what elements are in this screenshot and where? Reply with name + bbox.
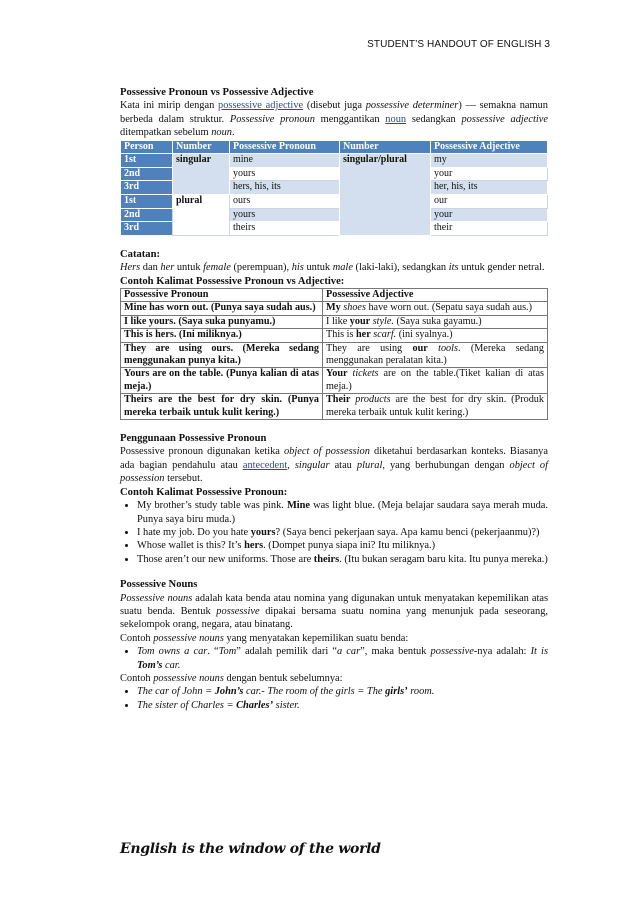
note-paragraph: Hers dan her untuk female (perempuan), his untuk male (laki-laki), sedangkan its untuk gender netral. <box>120 262 545 274</box>
nouns-paragraph: Possessive nouns adalah kata benda atau nomina yang digunakan untuk menyatakan kepemilikan atas suatu benda. Bentuk possessive dipakai bersama suatu nomina yang menunjuk pada seseorang, sekelompok orang, negara, atau binatang. <box>120 592 548 631</box>
table-row: 3rd hers, his, its her, his, its <box>121 181 548 195</box>
link-noun[interactable]: noun <box>385 113 407 125</box>
examples-table <box>120 288 548 420</box>
nouns-example-intro-2: Contoh possessive nouns dengan bentuk sebelumnya: <box>120 672 343 684</box>
col-number: Number <box>173 140 230 154</box>
pronoun-table <box>120 140 548 236</box>
col-number-2: Number <box>340 140 431 154</box>
list-item: • The car of John = John’s car.- The room of the girls = The girls’ room. <box>137 685 548 698</box>
usage-examples-title: Contoh Kalimat Possessive Pronoun: <box>120 486 288 498</box>
link-possessive-adjective[interactable]: possessive adjective <box>218 100 304 112</box>
table-row: 2nd yours your <box>121 167 548 181</box>
section-title: Possessive Pronoun vs Possessive Adjective <box>120 87 314 98</box>
intro-paragraph: Kata ini mirip dengan possessive adjective (disebut juga possessive determiner) — semakna namun berbeda dalam struktur. Possessive pronoun menggantikan noun sedangkan possessive adjective ditempatkan sebelum noun. <box>120 100 548 139</box>
examples-title: Contoh Kalimat Possessive Pronoun vs Adjective: <box>120 275 345 287</box>
nouns-example-intro: Contoh possessive nouns yang menyatakan kepemilikan suatu benda: <box>120 632 409 644</box>
list-item: • The sister of Charles = Charles’ sister. <box>137 699 548 712</box>
page-footer: English is the window of the world <box>120 841 381 857</box>
table-row: This is hers. (Ini miliknya.) This is her scarf. (ini syalnya.) <box>121 329 548 342</box>
col-person: Person <box>121 140 173 154</box>
table-row: 3rd theirs their <box>121 222 548 236</box>
col-possessive-pronoun: Possessive Pronoun <box>230 140 340 154</box>
link-antecedent[interactable]: antecedent <box>242 459 288 471</box>
note-title: Catatan: <box>120 248 161 260</box>
list-item: • Those aren’t our new uniforms. Those are theirs. (Itu bukan seragam baru kita. Itu punya mereka.) <box>137 553 548 566</box>
list-item: • Whose wallet is this? It’s hers. (Dompet punya siapa ini? Itu miliknya.) <box>137 539 548 552</box>
col-possessive-adjective: Possessive Adjective <box>431 140 548 154</box>
usage-examples-list <box>120 499 548 566</box>
usage-paragraph: Possessive pronoun digunakan ketika object of possession diketahui berdasarkan konteks. Biasanya ada bagian pendahulu atau antecedent, singular atau plural, yang berhubungan dengan object of possession tersebut. <box>120 446 548 485</box>
table-row: Yours are on the table. (Punya kalian di atas meja.) Your tickets are on the table.(Tiket kalian di atas meja.) <box>121 368 548 394</box>
table-row: 2nd yours your <box>121 208 548 222</box>
document-body <box>120 86 548 712</box>
nouns-list-1 <box>120 645 548 672</box>
nouns-list-2 <box>120 685 548 712</box>
table-row: Theirs are the best for dry skin. (Punya mereka terbaik untuk kulit kering.) Their products are the best for dry skin. (Produk mereka terbaik untuk kulit kering.) <box>121 394 548 420</box>
list-item: • Tom owns a car. “Tom” adalah pemilik dari “a car”, maka bentuk possessive-nya adalah: It is Tom’s car. <box>137 645 548 672</box>
examples-header-row: Possessive Pronoun Possessive Adjective <box>121 289 548 302</box>
table-row: 1st plural ours our <box>121 195 548 209</box>
nouns-title: Possessive Nouns <box>120 579 198 591</box>
usage-title: Penggunaan Possessive Pronoun <box>120 433 267 445</box>
table-row: Mine has worn out. (Punya saya sudah aus.) My shoes have worn out. (Sepatu saya sudah aus.) <box>121 302 548 315</box>
list-item: • I hate my job. Do you hate yours? (Saya benci pekerjaan saya. Apa kamu benci (pekerjaanmu)?) <box>137 526 548 539</box>
list-item: • My brother’s study table was pink. Mine was light blue. (Meja belajar saudara saya merah muda. Punya saya biru muda.) <box>137 499 548 526</box>
table-row: I like yours. (Saya suka punyamu.) I like your style. (Saya suka gayamu.) <box>121 315 548 328</box>
page-header: STUDENT’S HANDOUT OF ENGLISH 3 <box>367 39 550 50</box>
table-header-row <box>121 140 548 154</box>
table-row: They are using ours. (Mereka sedang menggunakan punya kita.) They are using our tools. (Mereka sedang menggunakan peralatan kita.) <box>121 342 548 368</box>
table-row: 1st singular mine singular/plural my <box>121 154 548 168</box>
